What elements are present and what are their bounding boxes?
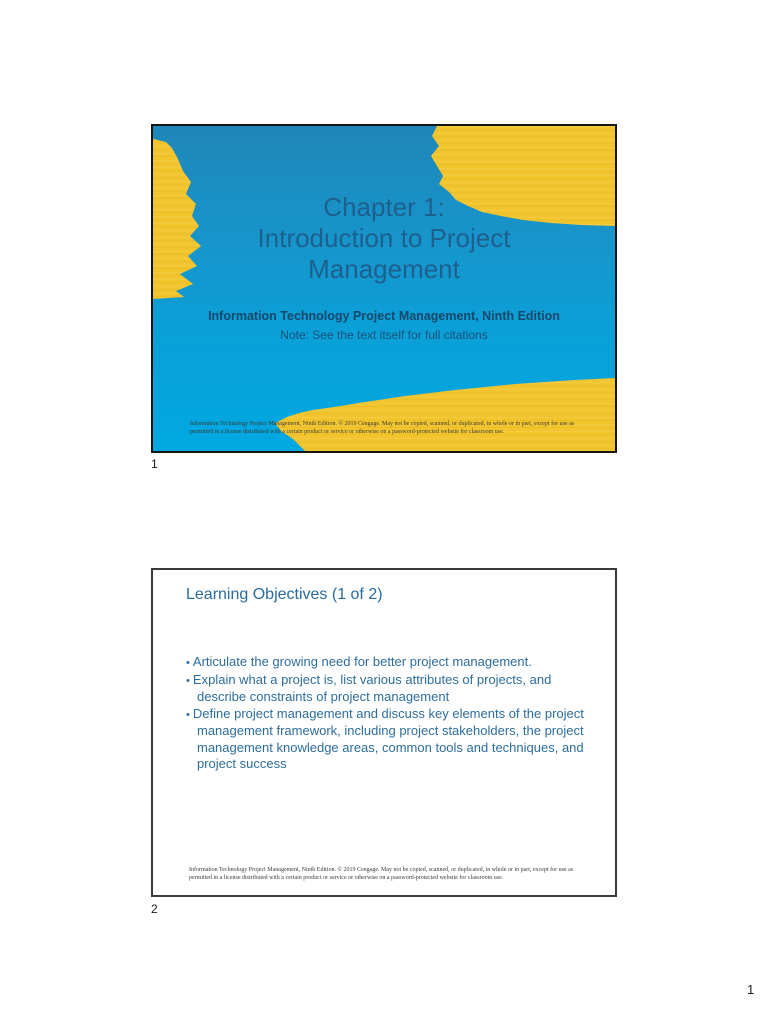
slide-1-subtitle: Information Technology Project Management, Ninth Edition — [208, 309, 560, 323]
bullet-item: • Define project management and discuss key elements of the project management framework, including project stakeholders, the project management knowledge areas, common tools and techniques, and project success — [186, 706, 588, 773]
slide-1-note: Note: See the text itself for full citations — [280, 328, 488, 342]
bullet-item: • Explain what a project is, list various attributes of projects, and describe constraints of project management — [186, 672, 588, 706]
bullet-item: • Articulate the growing need for better project management. — [186, 654, 588, 672]
slide-2 — [151, 568, 617, 897]
slide-1-copyright: Information Technology Project Management, Ninth Edition. © 2019 Cengage. May not be copied, scanned, or duplicated, in whole or in part, except for use as permitted in a license distributed with a certain product or service or otherwise on a password-protected website for classroom use. — [190, 421, 575, 435]
brush-stroke-bottom-icon — [153, 375, 615, 451]
page-number: 1 — [747, 982, 755, 997]
slide-2-bullet-list — [186, 654, 588, 773]
slide-1 — [151, 124, 617, 453]
slide-2-index-label: 2 — [151, 902, 158, 916]
slide-2-copyright: Information Technology Project Management, Ninth Edition. © 2019 Cengage. May not be copied, scanned, or duplicated, in whole or in part, except for use as permitted in a license distributed with a certain product or service or otherwise on a password-protected website for classroom use. — [189, 867, 574, 881]
slide-1-title — [153, 192, 615, 285]
slide-1-index-label: 1 — [151, 457, 158, 471]
slide-1-title-line-2: Introduction to Project Management — [257, 223, 511, 284]
slide-2-heading: Learning Objectives (1 of 2) — [186, 586, 383, 603]
slide-1-title-line-1: Chapter 1: — [323, 192, 445, 222]
